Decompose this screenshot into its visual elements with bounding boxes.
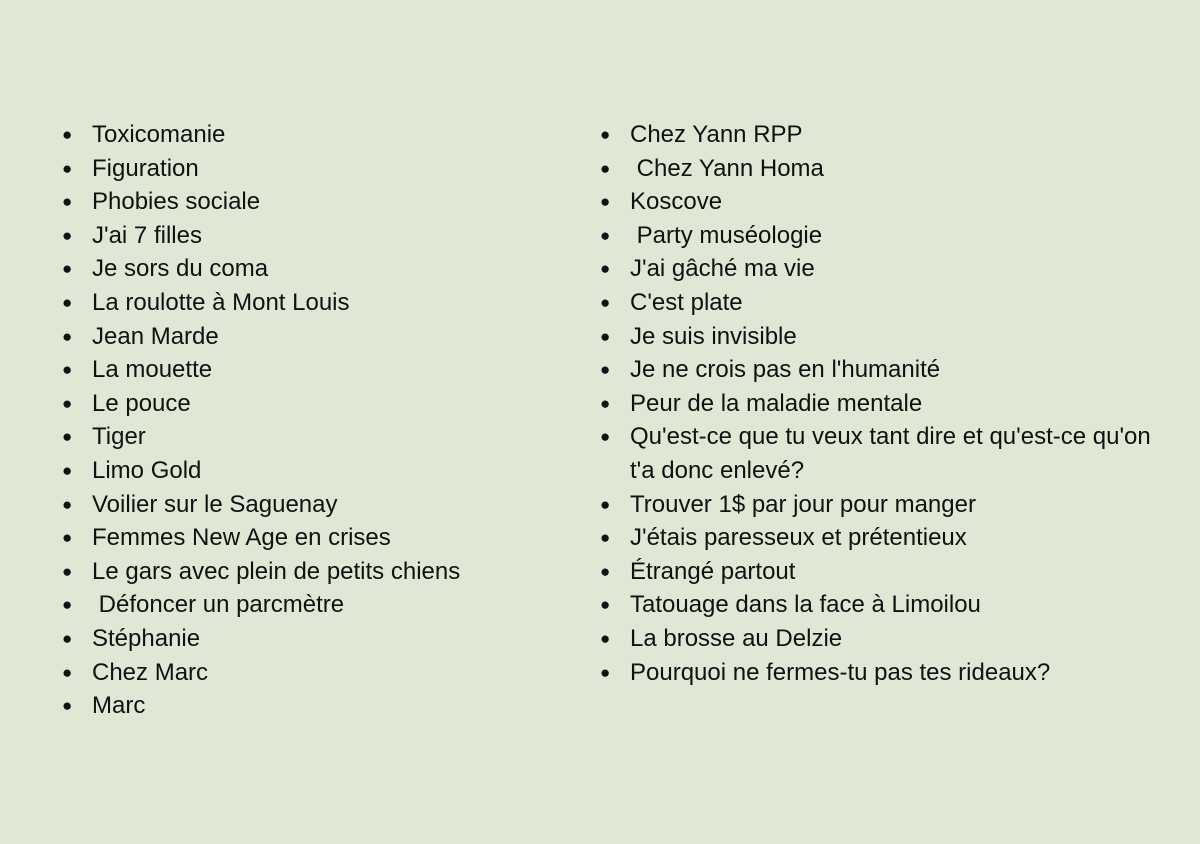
bullet-icon: ●: [62, 494, 73, 514]
bullet-icon: ●: [62, 460, 73, 480]
bullet-icon: ●: [62, 628, 73, 648]
bullet-icon: ●: [600, 259, 611, 279]
bullet-icon: ●: [600, 326, 611, 346]
bullet-icon: ●: [62, 662, 73, 682]
list-item: [600, 420, 1160, 487]
list-item: [62, 454, 562, 488]
bullet-icon: ●: [600, 628, 611, 648]
bullet-icon: ●: [600, 595, 611, 615]
left-bullet-list: [62, 118, 562, 723]
list-item: [62, 387, 562, 421]
list-item: [62, 252, 562, 286]
list-item: [600, 488, 1160, 522]
list-item: [600, 521, 1160, 555]
list-item-text: Femmes New Age en crises: [92, 524, 391, 552]
list-item-text: Trouver 1$ par jour pour manger: [630, 490, 976, 518]
list-item-text: Je sors du coma: [92, 255, 269, 283]
list-item: [62, 320, 562, 354]
list-item-text: Qu'est-ce que tu veux tant dire et qu'est-ce qu'on t'a donc enlevé?: [630, 423, 1158, 484]
list-item: [62, 555, 562, 589]
list-item-text: Tiger: [92, 423, 146, 451]
list-item: [600, 353, 1160, 387]
bullet-icon: ●: [600, 225, 611, 245]
list-item: [600, 387, 1160, 421]
list-item: [62, 622, 562, 656]
list-item-text: Limo Gold: [92, 456, 202, 484]
list-item: [62, 588, 562, 622]
list-item-text: Party muséologie: [630, 221, 823, 249]
list-item-text: Le pouce: [92, 389, 191, 417]
list-item: [600, 252, 1160, 286]
list-item-text: C'est plate: [630, 288, 743, 316]
list-item-text: Je suis invisible: [630, 322, 797, 350]
bullet-icon: ●: [600, 125, 611, 144]
bullet-icon: ●: [62, 561, 73, 581]
list-item-text: Peur de la maladie mentale: [630, 389, 923, 417]
list-item-text: Je ne crois pas en l'humanité: [630, 356, 941, 384]
list-item-text: Voilier sur le Saguenay: [92, 490, 338, 518]
list-item-text: J'étais paresseux et prétentieux: [630, 524, 967, 552]
bullet-icon: ●: [600, 494, 611, 514]
list-item: [600, 118, 1160, 152]
list-item: [600, 286, 1160, 320]
list-item-text: La roulotte à Mont Louis: [92, 288, 350, 316]
list-item: [600, 656, 1160, 690]
bullet-icon: ●: [600, 192, 611, 212]
list-item: [62, 420, 562, 454]
list-item-text: J'ai 7 filles: [92, 221, 202, 249]
list-item-text: La brosse au Delzie: [630, 624, 843, 652]
bullet-icon: ●: [600, 662, 611, 682]
list-item-text: Défoncer un parcmètre: [92, 591, 345, 619]
list-item-text: Le gars avec plein de petits chiens: [92, 557, 461, 585]
bullet-icon: ●: [62, 595, 73, 615]
bullet-icon: ●: [62, 360, 73, 380]
list-item: [600, 555, 1160, 589]
list-item-text: Jean Marde: [92, 322, 219, 350]
list-item-text: La mouette: [92, 356, 213, 384]
bullet-icon: ●: [62, 292, 73, 312]
list-item-text: Chez Yann Homa: [630, 154, 824, 182]
bullet-icon: ●: [62, 125, 73, 144]
list-item-text: Marc: [92, 692, 146, 720]
list-item: [62, 353, 562, 387]
bullet-icon: ●: [600, 427, 611, 447]
list-item: [62, 152, 562, 186]
list-item: [62, 219, 562, 253]
list-item: [62, 286, 562, 320]
list-item: [62, 185, 562, 219]
bullet-icon: ●: [62, 696, 73, 716]
list-item: [600, 185, 1160, 219]
bullet-icon: ●: [600, 528, 611, 548]
list-item-text: Phobies sociale: [92, 188, 261, 216]
list-item-text: Chez Yann RPP: [630, 121, 803, 148]
list-item-text: Étrangé partout: [630, 557, 796, 585]
list-item-text: Koscove: [630, 188, 723, 216]
bullet-icon: ●: [600, 158, 611, 178]
right-bullet-list: [600, 118, 1160, 689]
list-item-text: Chez Marc: [92, 658, 209, 686]
bullet-icon: ●: [62, 192, 73, 212]
list-item: [62, 521, 562, 555]
list-item: [62, 488, 562, 522]
list-item-text: Figuration: [92, 154, 199, 182]
bullet-icon: ●: [62, 259, 73, 279]
list-item: [600, 588, 1160, 622]
list-item-text: Stéphanie: [92, 624, 201, 652]
bullet-icon: ●: [62, 326, 73, 346]
list-item-text: Tatouage dans la face à Limoilou: [630, 591, 981, 619]
list-item-text: Pourquoi ne fermes-tu pas tes rideaux?: [630, 658, 1051, 686]
list-item: [600, 219, 1160, 253]
bullet-icon: ●: [62, 225, 73, 245]
list-item: [62, 656, 562, 690]
bullet-icon: ●: [62, 427, 73, 447]
bullet-icon: ●: [600, 393, 611, 413]
bullet-icon: ●: [62, 158, 73, 178]
bullet-icon: ●: [62, 393, 73, 413]
list-item-text: Toxicomanie: [92, 121, 226, 148]
list-item: [600, 622, 1160, 656]
list-item: [62, 689, 562, 723]
list-item: [62, 118, 562, 152]
bullet-icon: ●: [62, 528, 73, 548]
bullet-icon: ●: [600, 292, 611, 312]
list-item: [600, 320, 1160, 354]
bullet-icon: ●: [600, 360, 611, 380]
bullet-icon: ●: [600, 561, 611, 581]
list-item: [600, 152, 1160, 186]
list-item-text: J'ai gâché ma vie: [630, 255, 815, 283]
